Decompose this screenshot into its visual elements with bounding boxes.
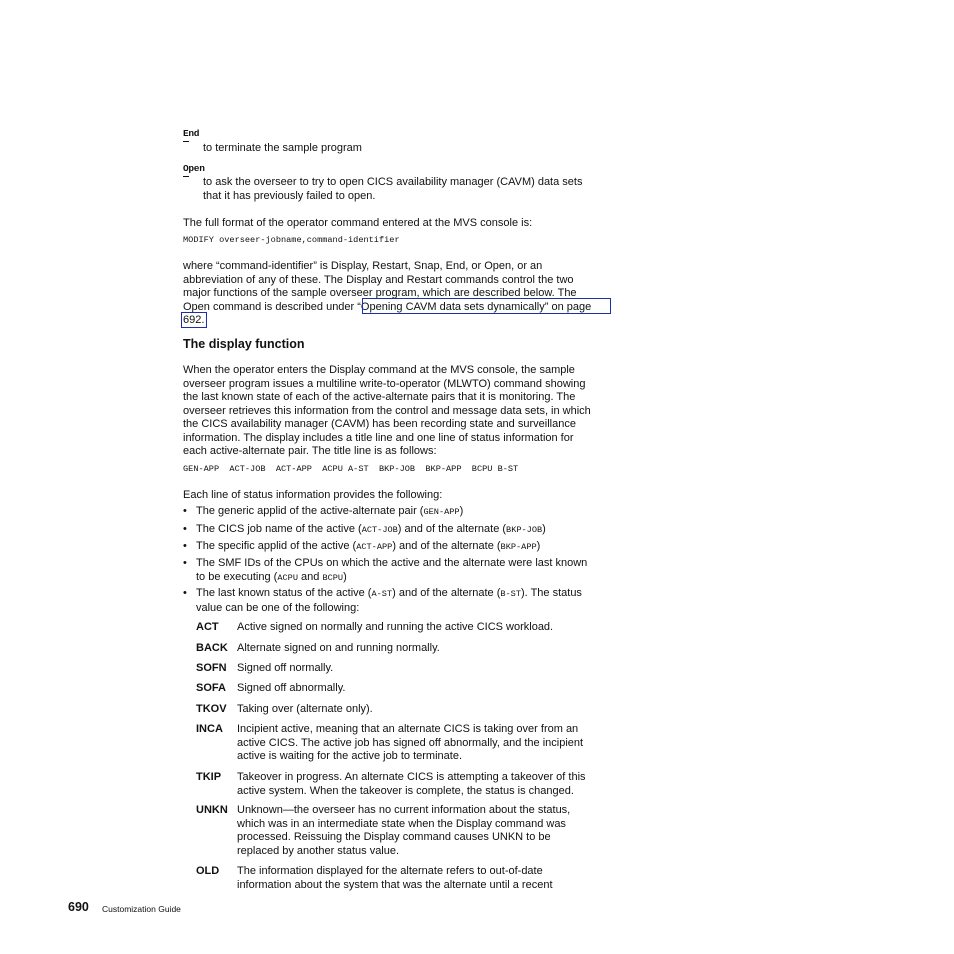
option-term-open: Open: [183, 163, 205, 174]
text-line: each active-alternate pair. The title line is as follows:: [183, 445, 437, 457]
text-line: where “command-identifier” is Display, Restart, Snap, End, or Open, or an: [183, 260, 543, 272]
text-line: the CICS availability manager (CAVM) has been recording state and surveillance: [183, 418, 576, 430]
text-span: Open command is described under: [183, 300, 358, 313]
status-code: INCA: [196, 723, 223, 735]
text-span: ): [459, 505, 464, 517]
text-line: processed. Reissuing the Display command causes UNKN to be: [237, 831, 551, 843]
bullet-icon: •: [183, 523, 187, 535]
where-paragraph: [183, 260, 613, 328]
status-description: [237, 865, 607, 892]
status-description: [237, 771, 607, 798]
status-code: TKOV: [196, 703, 227, 715]
text-line: [196, 571, 616, 586]
text-line: major functions of the sample overseer program, which are described below. The: [183, 287, 577, 299]
code-span: BKP-APP: [500, 542, 537, 552]
status-description: [237, 662, 607, 676]
text-line: [196, 587, 616, 602]
text-line: abbreviation of any of these. The Display and Restart commands control the two: [183, 273, 574, 286]
text-line: the last known state of each of the active-alternate pairs that it is monitoring. The: [183, 391, 576, 403]
text-line: Alternate signed on and running normally.: [237, 642, 440, 654]
text-line: Active signed on normally and running the active CICS workload.: [237, 621, 554, 633]
term-underline: [183, 141, 189, 142]
status-description: [237, 621, 607, 635]
text-span: ) and of the alternate (: [397, 523, 507, 535]
text-span: ). The status: [521, 587, 582, 599]
code-span: BCPU: [322, 572, 344, 583]
text-line: information about the system that was the alternate until a recent: [237, 878, 553, 891]
status-code: UNKN: [196, 804, 228, 816]
text-span: ) and of the alternate (: [392, 540, 501, 552]
code-span: BKP-JOB: [506, 525, 543, 535]
status-intro: Each line of status information provides the following:: [183, 489, 443, 501]
text-line: Signed off abnormally.: [237, 682, 346, 694]
text-line: The information displayed for the alternate refers to out-of-date: [237, 865, 543, 877]
bullet-item: [196, 557, 616, 585]
option-description-open: [203, 176, 582, 203]
bullet-icon: •: [183, 557, 187, 569]
status-description: [237, 642, 607, 656]
text-line: overseer program issues a multiline write-to-operator (MLWTO) command showing: [183, 377, 586, 390]
status-description: [237, 723, 607, 764]
text-line: Takeover in progress. An alternate CICS is attempting a takeover of this: [237, 771, 586, 783]
book-title: Customization Guide: [102, 904, 181, 914]
code-span: ACT-JOB: [361, 525, 398, 535]
code-span: GEN-APP: [423, 507, 460, 517]
full-format-code: MODIFY overseer-jobname,command-identifier: [183, 235, 400, 245]
text-line: Unknown—the overseer has no current information about the status,: [237, 804, 571, 816]
text-line: information. The display includes a title line and one line of status information for: [183, 431, 574, 444]
code-span: B-ST: [500, 589, 521, 599]
status-code: ACT: [196, 621, 219, 633]
text-line: value can be one of the following:: [196, 601, 360, 614]
text-span: The CICS job name of the active (: [196, 523, 362, 535]
text-line: The SMF IDs of the CPUs on which the active and the alternate were last known: [196, 557, 588, 569]
code-span: ACPU: [277, 572, 298, 583]
option-description-end: to terminate the sample program: [203, 142, 362, 154]
text-span: The generic applid of the active-alternate pair (: [196, 505, 424, 517]
text-line: to ask the overseer to try to open CICS availability manager (CAVM) data sets: [203, 176, 583, 188]
link-box: [181, 312, 207, 328]
status-code: OLD: [196, 865, 220, 877]
bullet-icon: •: [183, 587, 187, 599]
text-span: The specific applid of the active (: [196, 540, 357, 552]
status-code: TKIP: [196, 771, 222, 783]
bullet-item: [196, 540, 616, 555]
section-heading: The display function: [183, 337, 305, 351]
text-line: Signed off normally.: [237, 662, 334, 674]
bullet-icon: •: [183, 505, 187, 517]
code-span: A-ST: [371, 589, 393, 599]
page-number: 690: [68, 900, 89, 914]
bullet-item: [196, 523, 616, 538]
text-span: The last known status of the active (: [196, 587, 372, 599]
status-description: [237, 804, 607, 858]
bullet-item: [196, 505, 616, 520]
text-line: which was in an intermediate state when the Display command was: [237, 817, 566, 830]
status-description: [237, 682, 607, 696]
cross-reference-link[interactable]: “Opening CAVM data sets dynamically” on page: [357, 300, 592, 313]
code-span: ACT-APP: [356, 542, 393, 552]
text-line: Taking over (alternate only).: [237, 703, 373, 715]
bullet-item: [196, 587, 616, 615]
title-line-code: GEN-APP ACT-JOB ACT-APP ACPU A-ST BKP-JOB BKP-APP BCPU B-ST: [183, 464, 519, 474]
text-line: active is waiting for the active job to terminate.: [237, 750, 462, 762]
text-span: to be executing (: [196, 570, 278, 583]
term-underline: [183, 176, 189, 177]
cross-reference-link-continued[interactable]: 692.: [183, 314, 205, 326]
text-span: ) and of the alternate (: [392, 587, 501, 599]
text-line: overseer retrieves this information from the control and message data sets, in which: [183, 404, 591, 417]
text-line: When the operator enters the Display command at the MVS console, the sample: [183, 364, 575, 376]
text-line: active system. When the takeover is complete, the status is changed.: [237, 784, 574, 797]
text-line: replaced by another status value.: [237, 844, 400, 857]
bullet-icon: •: [183, 540, 187, 552]
status-code: SOFN: [196, 662, 227, 674]
status-description: [237, 703, 607, 717]
text-line: active CICS. The active job has signed off abnormally, and the incipient: [237, 736, 584, 749]
text-line: Incipient active, meaning that an alternate CICS is taking over from an: [237, 723, 579, 735]
text-span: ): [536, 540, 541, 552]
text-span: and: [297, 570, 323, 583]
status-code: SOFA: [196, 682, 226, 694]
display-paragraph: [183, 364, 613, 459]
full-format-intro: The full format of the operator command entered at the MVS console is:: [183, 217, 533, 229]
text-line: that it has previously failed to open.: [203, 189, 376, 202]
status-code: BACK: [196, 642, 228, 654]
text-span: ): [343, 570, 347, 583]
text-span: ): [542, 523, 546, 535]
option-term-end: End: [183, 128, 200, 139]
link-box: [362, 298, 611, 314]
